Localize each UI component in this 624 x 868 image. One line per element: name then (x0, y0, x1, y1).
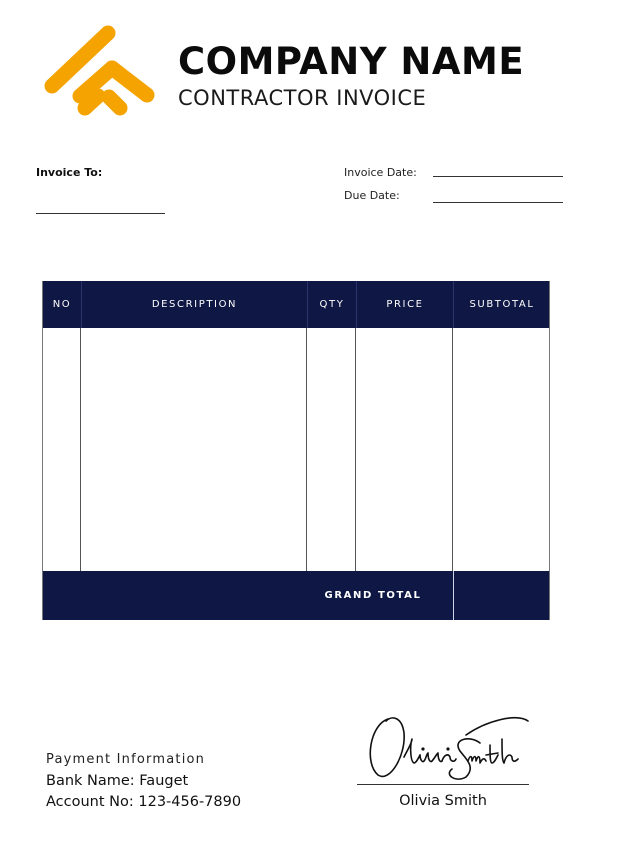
invoice-to-label: Invoice To: (36, 166, 103, 179)
due-date-field-line (433, 202, 563, 203)
signer-name: Olivia Smith (399, 793, 487, 809)
table-body (43, 328, 549, 571)
bank-name: Bank Name: Fauget (46, 773, 189, 789)
signature-line (357, 784, 529, 785)
column-divider (80, 328, 81, 571)
column-header-qty: QTY (307, 281, 356, 328)
invoice-date-field-line (433, 176, 563, 177)
column-divider (452, 328, 453, 571)
column-header-price: PRICE (356, 281, 453, 328)
grand-total-value (453, 571, 550, 620)
column-divider (355, 328, 356, 571)
grand-total-label: GRAND TOTAL (324, 590, 422, 601)
column-header-no: NO (52, 299, 72, 310)
document-title: CONTRACTOR INVOICE (178, 86, 427, 110)
column-header-description: DESCRIPTION (81, 281, 307, 328)
invoice-date-label: Invoice Date: (344, 166, 417, 179)
account-number: Account No: 123-456-7890 (46, 794, 242, 810)
handwritten-signature (356, 705, 536, 785)
company-logo-icon (40, 22, 160, 122)
payment-info-heading: Payment Information (46, 752, 206, 767)
grand-total-row (43, 571, 549, 620)
invoice-to-field-line (36, 213, 165, 214)
invoice-items-table (42, 281, 550, 620)
company-name: COMPANY NAME (178, 40, 525, 83)
table-header (43, 281, 549, 328)
column-divider (306, 328, 307, 571)
due-date-label: Due Date: (344, 189, 400, 202)
column-header-subtotal: SUBTOTAL (453, 281, 550, 328)
